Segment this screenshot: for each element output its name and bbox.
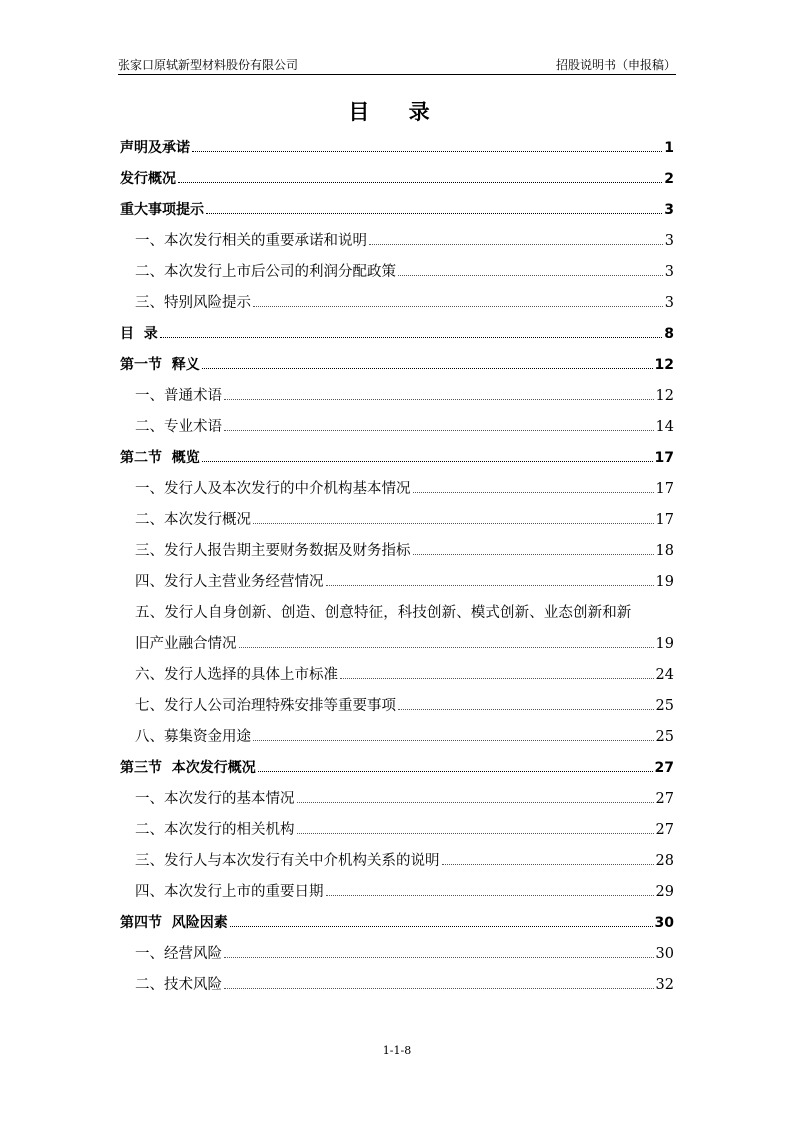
- dot-leader: [326, 585, 654, 586]
- toc-entry-label: 一、经营风险: [135, 946, 222, 962]
- toc-entry-label: 八、募集资金用途: [135, 729, 251, 745]
- toc-subentry[interactable]: [120, 505, 674, 536]
- dot-leader: [413, 492, 654, 493]
- toc-subentry[interactable]: [120, 660, 674, 691]
- toc-entry-page: 17: [654, 450, 674, 466]
- toc-subentry[interactable]: [120, 691, 674, 722]
- toc-entry-page: 19: [655, 574, 674, 590]
- toc-subentry[interactable]: [120, 939, 674, 970]
- toc-entry-label: 二、本次发行上市后公司的利润分配政策: [135, 264, 396, 280]
- toc-entry[interactable]: [120, 908, 674, 939]
- dot-leader: [230, 926, 653, 927]
- toc-entry-page: 14: [655, 419, 674, 435]
- toc-entry-page: 30: [655, 946, 674, 962]
- dot-leader: [192, 151, 662, 152]
- dot-leader: [202, 368, 653, 369]
- toc-entry-label: 四、发行人主营业务经营情况: [135, 574, 324, 590]
- toc-entry[interactable]: [120, 753, 674, 784]
- toc-entry-label: 一、普通术语: [135, 388, 222, 404]
- dot-leader: [258, 771, 653, 772]
- toc-entry-label: 发行概况: [120, 171, 176, 187]
- toc-entry-page: 27: [655, 791, 674, 807]
- dot-leader: [297, 833, 654, 834]
- toc-entry-page: 12: [654, 357, 674, 373]
- toc-entry-page: 30: [654, 915, 674, 931]
- toc-subentry-first-line[interactable]: 五、发行人自身创新、创造、创意特征，科技创新、模式创新、业态创新和新: [135, 605, 632, 621]
- dot-leader: [340, 678, 654, 679]
- dot-leader: [297, 802, 654, 803]
- toc-entry-label: 旧产业融合情况: [135, 636, 237, 652]
- toc-entry-page: 32: [655, 977, 674, 993]
- toc-entry-page: 25: [655, 698, 674, 714]
- dot-leader: [253, 740, 654, 741]
- table-of-contents: [120, 133, 674, 1001]
- toc-entry-label: 一、本次发行相关的重要承诺和说明: [135, 233, 367, 249]
- toc-subentry[interactable]: [120, 536, 674, 567]
- toc-subentry[interactable]: [120, 474, 674, 505]
- dot-leader: [224, 988, 654, 989]
- toc-subentry[interactable]: [120, 877, 674, 908]
- toc-entry-label: 二、专业术语: [135, 419, 222, 435]
- toc-entry-label: 第三节 本次发行概况: [120, 760, 256, 776]
- toc-subentry[interactable]: [120, 815, 674, 846]
- toc-entry-page: 3: [664, 233, 674, 249]
- toc-entry-page: 2: [664, 171, 674, 187]
- toc-entry-label: 重大事项提示: [120, 202, 204, 218]
- page-number: 1-1-8: [382, 1044, 412, 1057]
- toc-subentry[interactable]: [120, 970, 674, 1001]
- dot-leader: [398, 275, 663, 276]
- toc-entry-label: 二、技术风险: [135, 977, 222, 993]
- toc-subentry[interactable]: [120, 629, 674, 660]
- toc-entry-label: 三、特别风险提示: [135, 295, 251, 311]
- page-title: 目 录: [348, 100, 446, 124]
- toc-subentry[interactable]: [120, 846, 674, 877]
- dot-leader: [202, 461, 653, 462]
- toc-subentry[interactable]: [120, 288, 674, 319]
- toc-entry[interactable]: [120, 133, 674, 164]
- header-document-type: 招股说明书（申报稿）: [555, 58, 676, 72]
- toc-subentry[interactable]: [120, 381, 674, 412]
- toc-entry-page: 8: [664, 326, 674, 342]
- dot-leader: [178, 182, 662, 183]
- toc-entry-label: 四、本次发行上市的重要日期: [135, 884, 324, 900]
- toc-entry-label: 七、发行人公司治理特殊安排等重要事项: [135, 698, 396, 714]
- dot-leader: [326, 895, 654, 896]
- toc-entry-label: 二、本次发行概况: [135, 512, 251, 528]
- toc-entry-label: 二、本次发行的相关机构: [135, 822, 295, 838]
- toc-subentry[interactable]: [120, 784, 674, 815]
- toc-entry-label: 第四节 风险因素: [120, 915, 228, 931]
- toc-subentry[interactable]: [120, 567, 674, 598]
- toc-entry-label: 六、发行人选择的具体上市标准: [135, 667, 338, 683]
- toc-entry[interactable]: [120, 195, 674, 226]
- dot-leader: [413, 554, 654, 555]
- toc-entry-page: 29: [655, 884, 674, 900]
- dot-leader: [442, 864, 654, 865]
- toc-entry-label: 第一节 释义: [120, 357, 200, 373]
- toc-entry-page: 3: [664, 202, 674, 218]
- dot-leader: [369, 244, 663, 245]
- toc-entry-page: 12: [655, 388, 674, 404]
- toc-subentry[interactable]: [120, 257, 674, 288]
- toc-entry-page: 3: [664, 295, 674, 311]
- dot-leader: [253, 306, 663, 307]
- toc-entry-page: 19: [655, 636, 674, 652]
- toc-entry-label: 三、发行人与本次发行有关中介机构关系的说明: [135, 853, 440, 869]
- toc-entry-page: 1: [664, 140, 674, 156]
- header-company-name: 张家口原轼新型材料股份有限公司: [118, 58, 299, 72]
- toc-entry-label: 一、本次发行的基本情况: [135, 791, 295, 807]
- toc-entry-label: 第二节 概览: [120, 450, 200, 466]
- toc-entry-label: 目 录: [120, 326, 158, 342]
- toc-entry[interactable]: [120, 164, 674, 195]
- dot-leader: [206, 213, 662, 214]
- toc-entry-page: 17: [655, 481, 674, 497]
- dot-leader: [253, 523, 654, 524]
- page-header: [118, 56, 676, 74]
- toc-subentry[interactable]: [120, 412, 674, 443]
- toc-entry-page: 18: [655, 543, 674, 559]
- dot-leader: [224, 430, 654, 431]
- dot-leader: [398, 709, 654, 710]
- toc-entry-page: 27: [654, 760, 674, 776]
- toc-entry[interactable]: [120, 350, 674, 381]
- dot-leader: [224, 399, 654, 400]
- toc-entry-label: 声明及承诺: [120, 140, 190, 156]
- toc-entry-label: 三、发行人报告期主要财务数据及财务指标: [135, 543, 411, 559]
- toc-subentry[interactable]: [120, 226, 674, 257]
- toc-entry-page: 25: [655, 729, 674, 745]
- toc-subentry[interactable]: [120, 722, 674, 753]
- toc-entry-page: 3: [664, 264, 674, 280]
- toc-entry[interactable]: [120, 443, 674, 474]
- toc-entry[interactable]: [120, 319, 674, 350]
- toc-entry-label: 一、发行人及本次发行的中介机构基本情况: [135, 481, 411, 497]
- header-rule: [118, 74, 676, 75]
- dot-leader: [224, 957, 654, 958]
- dot-leader: [160, 337, 663, 338]
- dot-leader: [239, 647, 654, 648]
- toc-entry-page: 24: [655, 667, 674, 683]
- toc-entry-page: 28: [655, 853, 674, 869]
- toc-entry-page: 17: [655, 512, 674, 528]
- toc-entry-page: 27: [655, 822, 674, 838]
